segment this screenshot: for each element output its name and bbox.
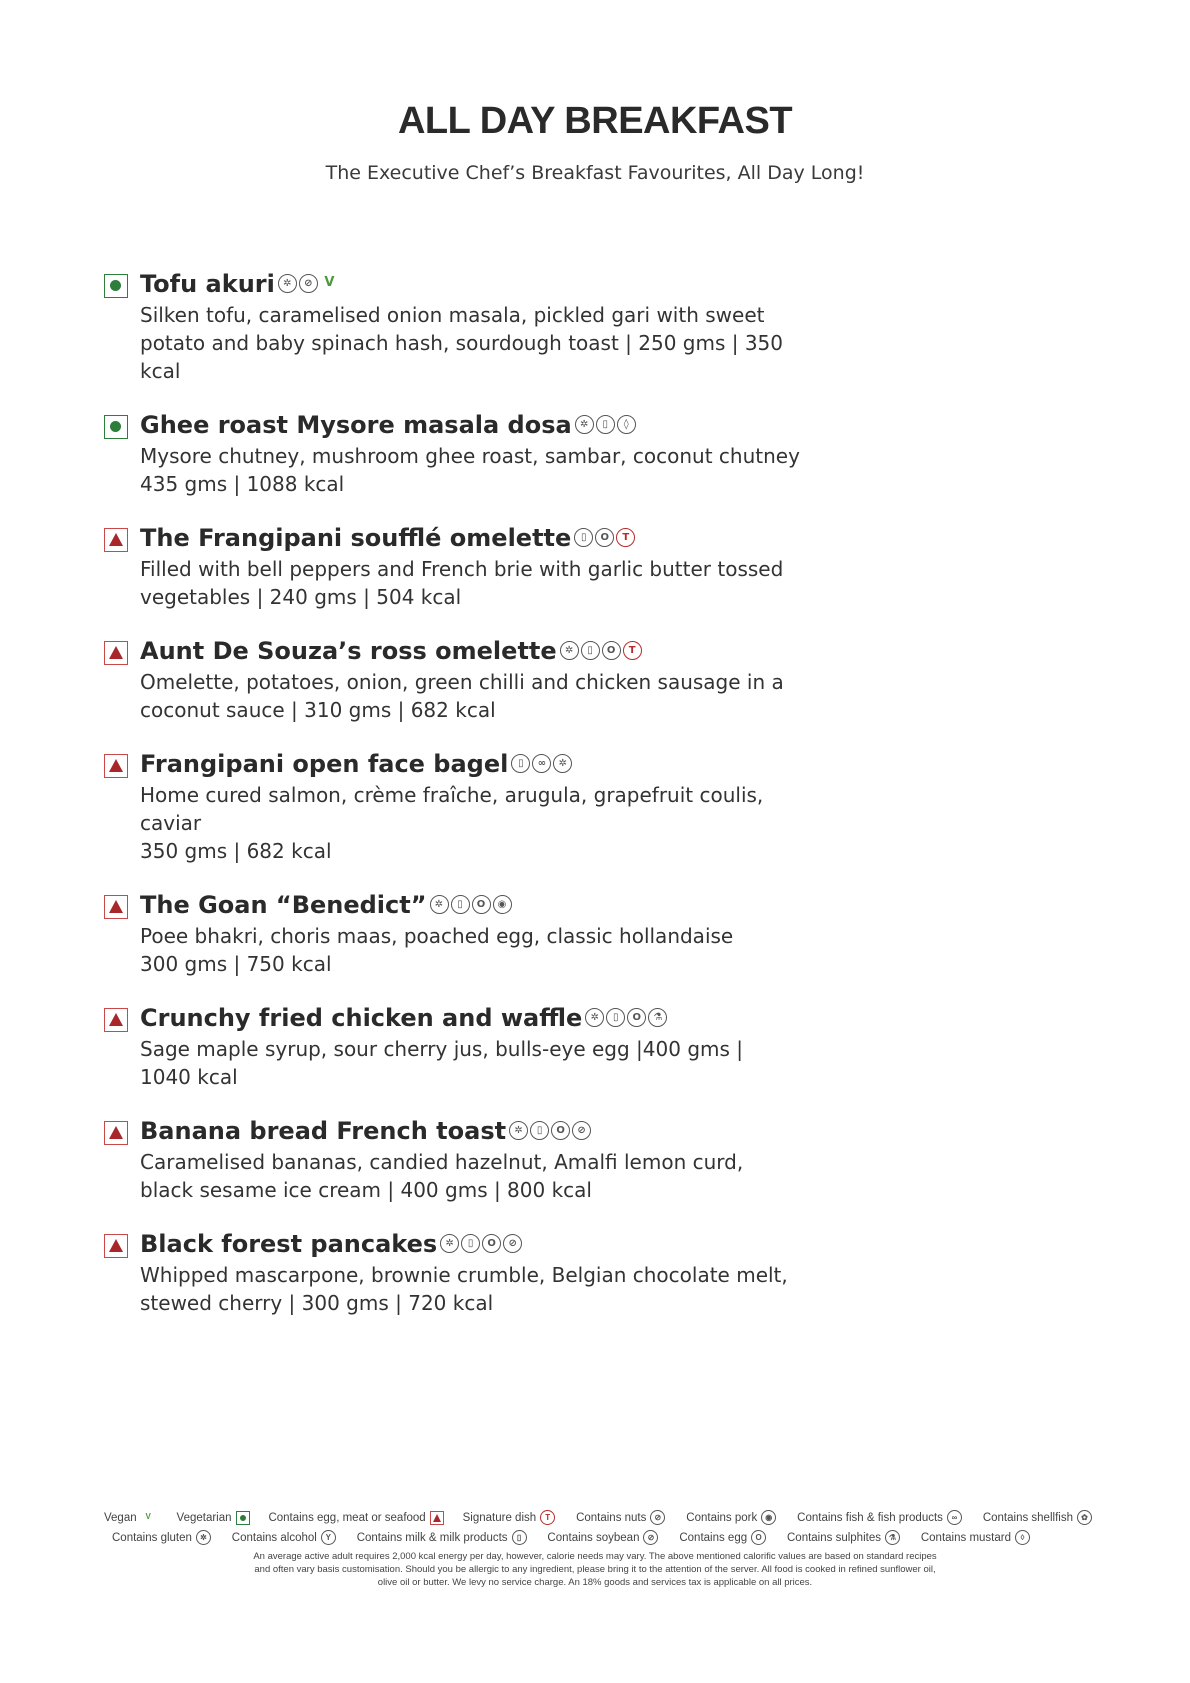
menu-item	[104, 409, 1004, 498]
legend-label: Contains soybean	[547, 1531, 640, 1544]
legend-item	[679, 1530, 768, 1545]
legend-label: Vegan	[104, 1511, 137, 1524]
legend-label: Contains nuts	[576, 1511, 647, 1524]
menu-item-name: Crunchy fried chicken and waffle	[140, 1004, 583, 1032]
menu-item-description: Filled with bell peppers and French brie with garlic butter tossed vegetables | 240 gms | 504 kcal	[140, 557, 784, 609]
milk-icon: ▯	[574, 528, 593, 547]
legend-item	[576, 1510, 667, 1525]
gluten-icon: ✲	[585, 1008, 604, 1027]
non-vegetarian-marker	[104, 895, 128, 919]
menu-item-description: Sage maple syrup, sour cherry jus, bulls-eye egg |400 gms | 1040 kcal	[140, 1037, 744, 1089]
gluten-icon: ✲	[575, 415, 594, 434]
menu-item-name: Ghee roast Mysore masala dosa	[140, 411, 572, 439]
menu-item	[104, 635, 1004, 724]
allergen-icons	[430, 890, 514, 922]
menu-item-name: Aunt De Souza’s ross omelette	[140, 637, 557, 665]
menu-item-description: Home cured salmon, crème fraîche, arugula, grapefruit coulis, caviar 350 gms | 682 kcal	[140, 783, 764, 863]
legend-label: Contains shellfish	[982, 1511, 1073, 1524]
legend-row	[104, 1510, 1094, 1525]
legend-item	[232, 1530, 338, 1545]
menu-item-description: Mysore chutney, mushroom ghee roast, sambar, coconut chutney 435 gms | 1088 kcal	[140, 444, 800, 496]
menu-item-description: Whipped mascarpone, brownie crumble, Belgian chocolate melt, stewed cherry | 300 gms | 720 kcal	[140, 1263, 788, 1315]
legend-item	[921, 1530, 1032, 1545]
allergen-icons	[511, 749, 574, 781]
menu-item	[104, 1115, 1004, 1204]
non-vegetarian-marker	[104, 528, 128, 552]
legend-label: Contains alcohol	[231, 1531, 317, 1544]
gluten-icon: ✲	[430, 895, 449, 914]
menu-item	[104, 889, 1004, 978]
nuts-icon: ⊘	[572, 1121, 591, 1140]
menu-item-description: Omelette, potatoes, onion, green chilli and chicken sausage in a coconut sauce | 310 gms | 682 kcal	[140, 670, 784, 722]
menu-item-name: Tofu akuri	[140, 270, 275, 298]
legend-label: Contains sulphites	[787, 1531, 881, 1544]
non-vegetarian-marker	[104, 1008, 128, 1032]
menu-item	[104, 748, 1004, 865]
gluten-icon: ✲	[509, 1121, 528, 1140]
signature-icon: T	[623, 641, 642, 660]
milk-icon: ▯	[530, 1121, 549, 1140]
egg-icon: O	[551, 1121, 570, 1140]
legend-item	[686, 1510, 778, 1525]
legend-label: Contains pork	[686, 1511, 758, 1524]
non-vegetarian-marker	[104, 641, 128, 665]
egg-icon: O	[482, 1234, 501, 1253]
legend-label: Contains gluten	[112, 1531, 192, 1544]
nuts-icon: ⊘	[650, 1510, 665, 1525]
legend-item	[547, 1530, 660, 1545]
gluten-icon: ✲	[560, 641, 579, 660]
mustard-icon: ◊	[617, 415, 636, 434]
gluten-icon: ✲	[196, 1530, 211, 1545]
legend-item	[112, 1530, 213, 1545]
egg-icon: O	[595, 528, 614, 547]
vegan-icon: V	[324, 274, 335, 290]
egg-icon: O	[751, 1530, 766, 1545]
page-title: ALL DAY BREAKFAST	[397, 100, 793, 142]
legend-item	[177, 1510, 250, 1525]
page-subtitle: The Executive Chef’s Breakfast Favourites, All Day Long!	[325, 162, 865, 184]
signature-icon: T	[540, 1510, 555, 1525]
menu-item-name: Black forest pancakes	[140, 1230, 438, 1258]
legend-item	[357, 1530, 529, 1545]
menu-item	[104, 522, 1004, 611]
menu-item-description: Silken tofu, caramelised onion masala, pickled gari with sweet potato and baby spinach hash, sourdough toast | 250 gms | 350 kcal	[140, 303, 784, 383]
menu-item-description: Poee bhakri, choris maas, poached egg, classic hollandaise 300 gms | 750 kcal	[140, 924, 734, 976]
pork-icon: ◉	[493, 895, 512, 914]
menu-item-name: The Goan “Benedict”	[140, 891, 427, 919]
menu-item-name: The Frangipani soufflé omelette	[140, 524, 572, 552]
vegetarian-marker	[236, 1511, 250, 1525]
allergen-icons	[575, 410, 638, 442]
milk-icon: ▯	[511, 754, 530, 773]
legend-label: Contains fish & fish products	[797, 1511, 943, 1524]
vegan-icon: V	[145, 1512, 151, 1521]
milk-icon: ▯	[596, 415, 615, 434]
milk-icon: ▯	[451, 895, 470, 914]
shellfish-icon: ✿	[1077, 1510, 1092, 1525]
sulphites-icon: ⚗	[648, 1008, 667, 1027]
gluten-icon: ✲	[440, 1234, 459, 1253]
egg-icon: O	[472, 895, 491, 914]
legend-label: Contains egg	[679, 1531, 748, 1544]
nuts-icon: ⊘	[503, 1234, 522, 1253]
legend-item	[983, 1510, 1094, 1525]
mustard-icon: ◊	[1015, 1530, 1030, 1545]
menu-item-name: Frangipani open face bagel	[140, 750, 509, 778]
alcohol-icon: Y	[321, 1530, 336, 1545]
menu-item	[104, 1228, 1004, 1317]
fish-icon: ∞	[947, 1510, 962, 1525]
allergen-icons	[509, 1116, 593, 1148]
allergen-icons	[560, 636, 644, 668]
non-vegetarian-marker	[104, 1234, 128, 1258]
egg-icon: O	[627, 1008, 646, 1027]
gluten-icon: ✲	[278, 274, 297, 293]
gluten-icon: ✲	[553, 754, 572, 773]
legend-label: Vegetarian	[176, 1511, 232, 1524]
menu-item-name: Banana bread French toast	[140, 1117, 507, 1145]
menu-item	[104, 1002, 1004, 1091]
soybean-icon: ⊘	[299, 274, 318, 293]
milk-icon: ▯	[461, 1234, 480, 1253]
legend-item	[104, 1510, 158, 1525]
signature-icon: T	[616, 528, 635, 547]
menu-item	[104, 268, 1004, 385]
non-vegetarian-marker	[104, 1121, 128, 1145]
legend-label: Contains egg, meat or seafood	[268, 1511, 426, 1524]
vegetarian-marker	[104, 415, 128, 439]
soybean-icon: ⊘	[643, 1530, 658, 1545]
milk-icon: ▯	[581, 641, 600, 660]
legend-label: Contains milk & milk products	[356, 1531, 508, 1544]
legend-note: An average active adult requires 2,000 kcal energy per day, however, calorie needs may vary. The above mentioned calorific values are based on standard recipes and often vary basis customisation. Should you be allergic to any ingredient, please bring it to the attention of the server. All food is cooked in refined sunflower oil, olive oil or butter. We levy no service charge. An 18% goods and services tax is applicable on all prices.	[253, 1551, 937, 1588]
allergen-icons	[585, 1003, 669, 1035]
allergen-icons	[574, 523, 637, 555]
legend-item	[268, 1510, 443, 1525]
allergen-icons	[278, 269, 341, 301]
legend-row	[112, 1530, 1032, 1545]
milk-icon: ▯	[512, 1530, 527, 1545]
pork-icon: ◉	[761, 1510, 776, 1525]
legend-item	[787, 1530, 902, 1545]
sulphites-icon: ⚗	[885, 1530, 900, 1545]
fish-icon: ∞	[532, 754, 551, 773]
legend-item	[797, 1510, 964, 1525]
vegetarian-marker	[104, 274, 128, 298]
milk-icon: ▯	[606, 1008, 625, 1027]
egg-icon: O	[602, 641, 621, 660]
menu-item-description: Caramelised bananas, candied hazelnut, Amalfi lemon curd, black sesame ice cream | 400 gms | 800 kcal	[140, 1150, 744, 1202]
menu-list	[104, 268, 1004, 1341]
legend-item	[463, 1510, 558, 1525]
non-vegetarian-marker	[104, 754, 128, 778]
non-vegetarian-marker	[430, 1511, 444, 1525]
legend-label: Signature dish	[462, 1511, 537, 1524]
legend-label: Contains mustard	[920, 1531, 1011, 1544]
allergen-icons	[440, 1229, 524, 1261]
